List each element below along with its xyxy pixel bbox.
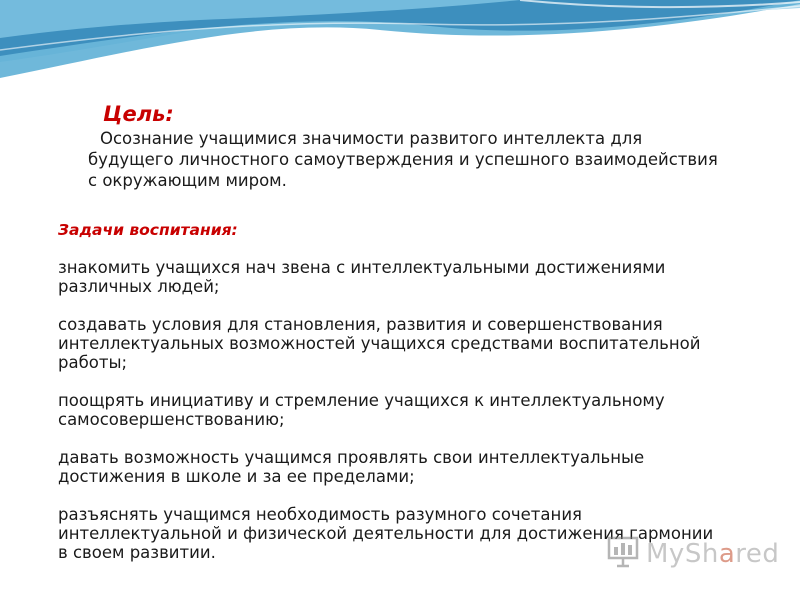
- task-item: создавать условия для становления, развития и совершенствования интеллектуальных возможностей учащихся средствами воспитательной работы;: [58, 315, 701, 372]
- task-item: разъяснять учащимся необходимость разумного сочетания интеллектуальной и физической деятельности для достижения гармонии в своем развитии.: [58, 505, 714, 562]
- header-wave-decoration: [0, 0, 800, 80]
- task-item: поощрять инициативу и стремление учащихся к интеллектуальному самосовершенствованию;: [58, 391, 665, 429]
- tasks-title: Задачи воспитания:: [58, 221, 238, 239]
- goal-title: Цель:: [103, 102, 174, 126]
- tasks-section: [58, 220, 718, 581]
- watermark-text: MyShared: [646, 539, 780, 569]
- goal-text: Осознание учащимися значимости развитого интеллекта для будущего личностного самоутверждения и успешного взаимодействия с окружающим миром.: [88, 129, 718, 190]
- task-item: давать возможность учащимся проявлять свои интеллектуальные достижения в школе и за ее пределами;: [58, 448, 645, 486]
- myshared-watermark: [606, 536, 779, 572]
- presentation-board-icon: [606, 535, 640, 573]
- task-item: знакомить учащихся нач звена с интеллектуальными достижениями различных людей;: [58, 258, 666, 296]
- goal-section: [88, 100, 728, 191]
